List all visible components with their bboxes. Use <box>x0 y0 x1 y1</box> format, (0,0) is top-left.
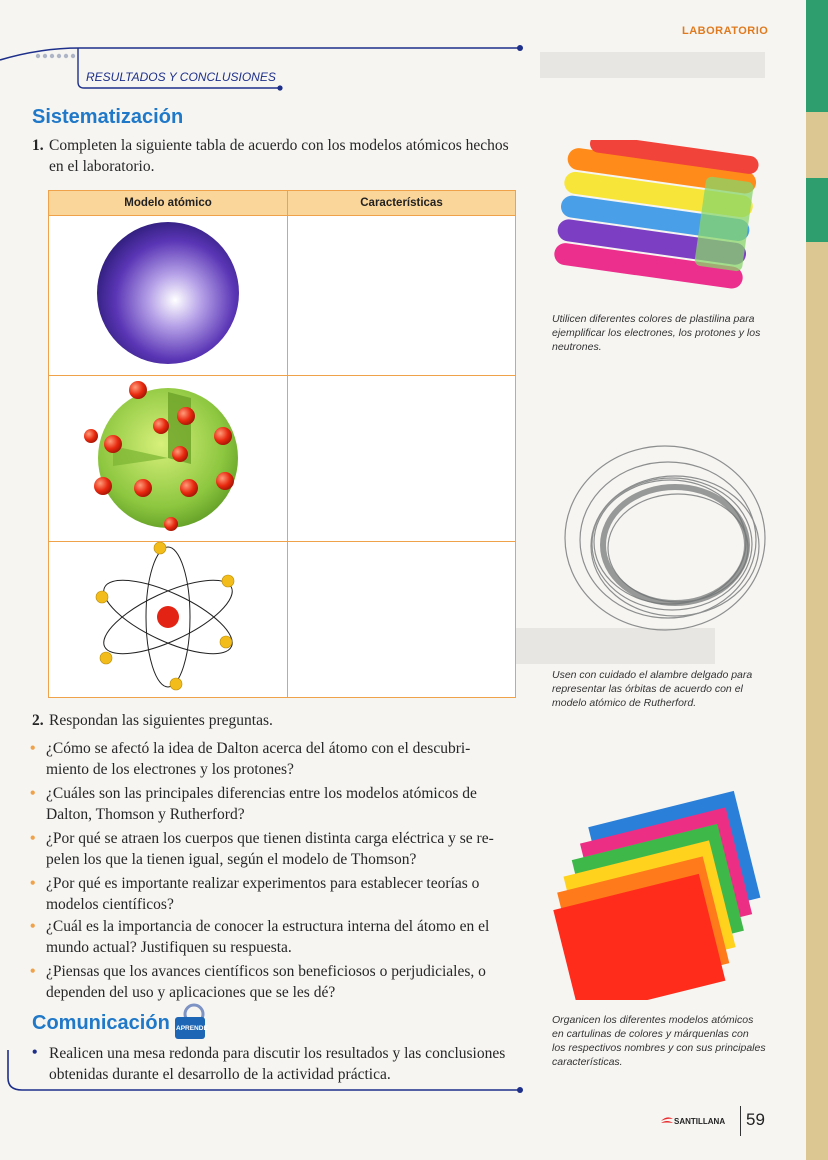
comunicacion-line-1: Realicen una mesa redonda para discutir los resultados y las conclusiones <box>49 1045 506 1062</box>
bullet-line: modelos científicos? <box>46 896 174 913</box>
plasticine-photo <box>550 140 770 300</box>
bullet-line: ¿Por qué es importante realizar experimentos para establecer teorías o <box>46 875 480 892</box>
banner-line <box>0 38 530 98</box>
bullet-line: mundo actual? Justifiquen su respuesta. <box>46 939 292 956</box>
aprende-badge-icon <box>174 1003 208 1041</box>
dalton-sphere-image <box>93 218 243 368</box>
bullet-line: Dalton, Thomson y Rutherford? <box>46 806 245 823</box>
question-bullet <box>30 783 526 825</box>
caption-line: ejemplificar los electrones, los protones y los <box>552 327 761 339</box>
bullet-dot-icon: • <box>30 740 36 757</box>
q1-number: 1. <box>32 137 44 154</box>
bullet-dot-icon: • <box>30 963 36 980</box>
question-2-number <box>32 710 44 731</box>
rutherford-characteristics-cell[interactable] <box>288 542 516 698</box>
caption-plasticine <box>552 312 774 354</box>
bullet-dot-icon: • <box>30 785 36 802</box>
question-bullet <box>30 873 526 915</box>
q2-number: 2. <box>32 712 44 729</box>
bullet-line: ¿Piensas que los avances científicos son beneficiosos o perjudiciales, o <box>46 963 486 980</box>
question-1-line-1: Completen la siguiente tabla de acuerdo con los modelos atómicos hechos <box>49 137 509 154</box>
caption-line: representar las órbitas de acuerdo con el <box>552 683 743 695</box>
caption-line: en cartulinas de colores y márquenlas con <box>552 1028 749 1040</box>
bullet-line: ¿Cuál es la importancia de conocer la estructura interna del átomo en el <box>46 918 490 935</box>
caption-cards <box>552 1013 774 1069</box>
bullet-line: dependen del uso y aplicaciones que se les dé? <box>46 984 336 1001</box>
bullet-line: miento de los electrones y los protones? <box>46 761 294 778</box>
question-2-text: Respondan las siguientes preguntas. <box>49 712 273 729</box>
caption-line: Usen con cuidado el alambre delgado para <box>552 669 753 681</box>
rutherford-model-image <box>88 542 248 692</box>
page-number: 59 <box>746 1110 765 1129</box>
table-header-model: Modelo atómico <box>49 191 288 216</box>
question-1-number <box>32 135 44 156</box>
caption-line: neutrones. <box>552 341 602 353</box>
bullet-line: ¿Cómo se afectó la idea de Dalton acerca del átomo con el descubri- <box>46 740 471 757</box>
bullet-dot-icon: • <box>30 918 36 935</box>
caption-line: Organicen los diferentes modelos atómicos <box>552 1014 754 1026</box>
bullet-line: ¿Por qué se atraen los cuerpos que tienen distinta carga eléctrica y se re- <box>46 830 494 847</box>
caption-line: características. <box>552 1056 623 1068</box>
caption-line: Utilicen diferentes colores de plastilina para <box>552 313 755 325</box>
dalton-model-cell <box>49 216 288 376</box>
thomson-characteristics-cell[interactable] <box>288 376 516 542</box>
aprende-badge-label: APRENDE <box>176 1025 208 1032</box>
thomson-model-image <box>83 376 253 536</box>
page-edge-tab-mid <box>806 178 828 242</box>
bullet-line: pelen los que la tienen igual, según el modelo de Thomson? <box>46 851 417 868</box>
wire-coil-photo <box>550 428 775 643</box>
brand-name: SANTILLANA <box>674 1117 726 1126</box>
dalton-characteristics-cell[interactable] <box>288 216 516 376</box>
bullet-dot-icon: • <box>30 875 36 892</box>
caption-wire <box>552 668 774 710</box>
rutherford-model-cell <box>49 542 288 698</box>
section-label: LABORATORIO <box>682 25 769 37</box>
atomic-models-table <box>48 190 516 698</box>
caption-line: modelo atómico de Rutherford. <box>552 697 697 709</box>
bleed-through-shape <box>540 52 765 78</box>
bullet-line: ¿Cuáles son las principales diferencias entre los modelos atómicos de <box>46 785 477 802</box>
question-1-line-2: en el laboratorio. <box>49 158 155 175</box>
thomson-model-cell <box>49 376 288 542</box>
colored-cards-photo <box>550 790 775 1000</box>
santillana-logo-icon <box>660 1115 674 1127</box>
bullet-dot-icon: • <box>30 830 36 847</box>
banner-title: RESULTADOS Y CONCLUSIONES <box>86 70 276 84</box>
comunicacion-line-2: obtenidas durante el desarrollo de la actividad práctica. <box>49 1066 391 1083</box>
bullet-dot-icon: • <box>32 1044 38 1061</box>
section-title-comunicacion: Comunicación <box>32 1012 170 1034</box>
question-bullet <box>30 828 526 870</box>
section-title-sistematizacion: Sistematización <box>32 106 184 128</box>
bottom-frame-line <box>0 1050 530 1098</box>
table-header-characteristics: Características <box>288 191 516 216</box>
page-edge-strip <box>806 0 828 1160</box>
question-bullet <box>30 961 526 1003</box>
caption-line: los respectivos nombres y con sus principales <box>552 1042 766 1054</box>
page-edge-tab-top <box>806 0 828 112</box>
question-bullet <box>30 738 526 780</box>
footer-divider <box>740 1106 741 1136</box>
question-bullet <box>30 916 526 958</box>
